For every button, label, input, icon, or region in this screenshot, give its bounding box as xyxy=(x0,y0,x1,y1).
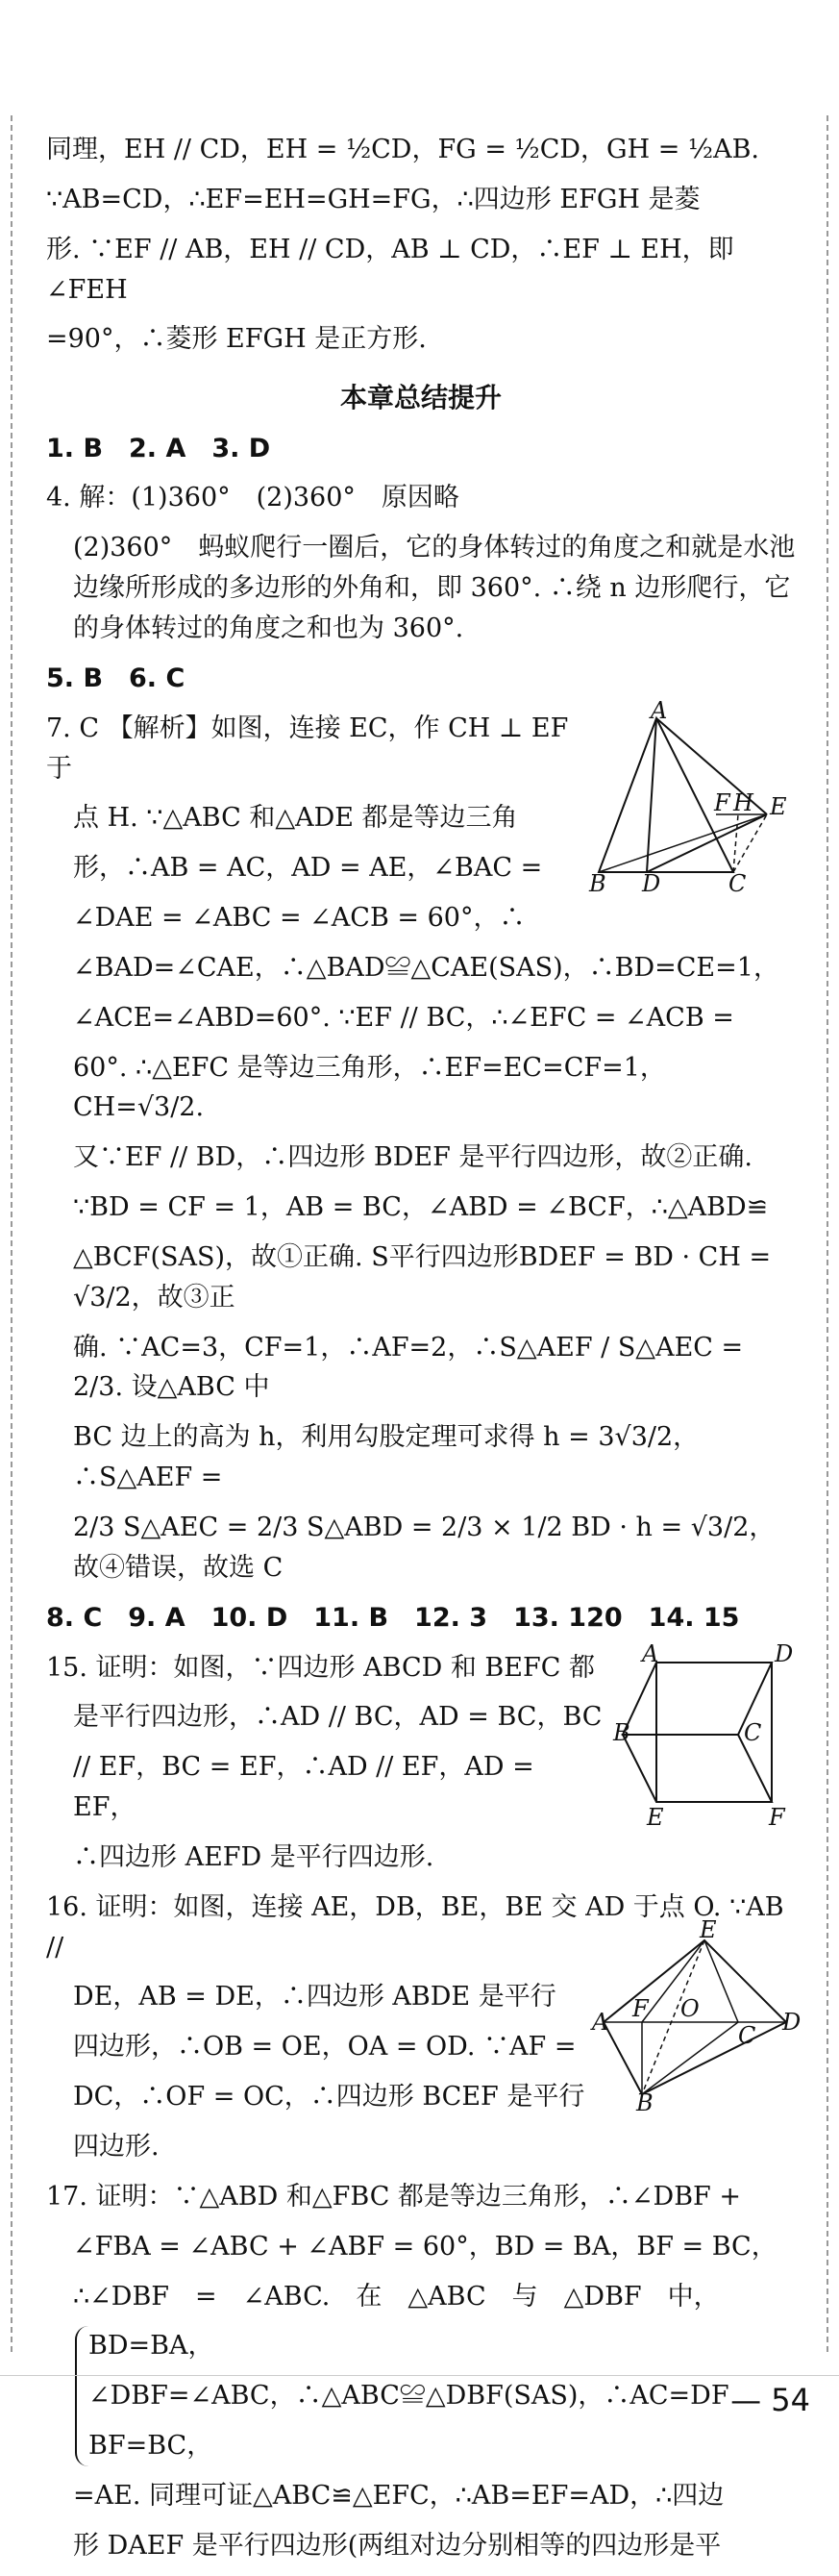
q7-line: 7. C 【解析】如图，连接 EC，作 CH ⊥ EF 于 xyxy=(46,713,569,784)
q7-line: ∵BD = CF = 1，AB = BC，∠ABD = ∠BCF，∴△ABD≌ xyxy=(73,1192,769,1223)
q7-line: 形，∴AB = AC，AD = AE，∠BAC = xyxy=(73,853,543,884)
q15-line: 是平行四边形，∴AD // BC，AD = BC，BC xyxy=(73,1702,603,1733)
fig15-label-d: D xyxy=(775,1639,794,1667)
fig15-label-a: A xyxy=(642,1639,659,1667)
q17-brace-line: BD=BA， xyxy=(88,2331,214,2362)
fig16-label-a: A xyxy=(592,2008,609,2036)
content xyxy=(46,130,802,2576)
q7-line: 60°. ∴△EFC 是等边三角形，∴EF=EC=CF=1，CH=√3/2. xyxy=(73,1052,666,1123)
q7-line: ∠DAE = ∠ABC = ∠ACB = 60°，∴ xyxy=(73,903,526,934)
q7-figure xyxy=(589,696,791,897)
page-number: — 54 xyxy=(730,2382,810,2419)
q4-body: (2)360° 蚂蚁爬行一圈后，它的身体转过的角度之和就是水池边缘所形成的多边形的外角和，即 360°. ∴绕 n 边形爬行，它的身体转过的角度之和也为 360°. xyxy=(73,533,796,643)
intro-line: 同理，EH // CD，EH = ½CD，FG = ½CD，GH = ½AB. xyxy=(46,135,759,164)
q17-line: 17. 证明：∵△ABD 和△FBC 都是等边三角形，∴∠DBF + xyxy=(46,2181,741,2212)
q17-line: ∠FBA = ∠ABC + ∠ABF = 60°，BD = BA，BF = BC， xyxy=(73,2231,777,2262)
q7-line: △BCF(SAS)，故①正确. S平行四边形BDEF = BD · CH = √3/2，故③正 xyxy=(73,1241,772,1313)
q15-line: 15. 证明：如图，∵四边形 ABCD 和 BEFC 都 xyxy=(46,1652,595,1683)
fig16-label-f: F xyxy=(632,1994,649,2022)
q17-line: 形 DAEF 是平行四边形(两组对边分别相等的四边形是平 xyxy=(73,2530,722,2561)
q4-head: 4. 解：(1)360° (2)360° 原因略 xyxy=(46,483,459,513)
q7-block xyxy=(46,696,796,938)
fig7-label-f: F xyxy=(714,788,730,816)
q17-line: =AE. 同理可证△ABC≌△EFC，∴AB=EF=AD，∴四边 xyxy=(73,2480,725,2511)
q16-line: DE，AB = DE，∴四边形 ABDE 是平行 xyxy=(73,1982,556,2013)
q7-line: 又∵EF // BD，∴四边形 BDEF 是平行四边形，故②正确. xyxy=(73,1142,753,1173)
left-dashed-margin xyxy=(11,115,12,2352)
q7-line: 确. ∵AC=3，CF=1，∴AF=2，∴S△AEF / S△AEC = 2/3. 设△ABC 中 xyxy=(73,1332,744,1403)
q17-brace-line: BF=BC， xyxy=(88,2431,213,2462)
fig16-label-e: E xyxy=(700,1915,717,1943)
q7-line: 2/3 S△AEC = 2/3 S△ABD = 2/3 × 1/2 BD · h = √3/2，故④错误，故选 C xyxy=(73,1513,776,1583)
q17-brace-system xyxy=(75,2326,761,2466)
q7-line: BC 边上的高为 h，利用勾股定理可求得 h = 3√3/2，∴S△AEF = xyxy=(73,1422,700,1493)
q17-line: ∴∠DBF = ∠ABC. 在 △ABC 与 △DBF 中， xyxy=(73,2281,720,2312)
right-dashed-margin xyxy=(827,115,828,2352)
fig15-label-c: C xyxy=(744,1718,762,1746)
q15-line: // EF，BC = EF，∴AD // EF，AD = EF， xyxy=(73,1752,534,1823)
answers-1-3: 1. B 2. A 3. D xyxy=(46,433,271,463)
intro-line: =90°，∴菱形 EFGH 是正方形. xyxy=(46,324,427,355)
q16-line: DC，∴OF = OC，∴四边形 BCEF 是平行 xyxy=(73,2082,585,2113)
intro-line: 形. ∵EF // AB，EH // CD，AB ⊥ CD，∴EF ⊥ EH，即∠FEH xyxy=(46,234,734,305)
q17-brace-line: ∠DBF=∠ABC，∴△ABC≌△DBF(SAS)，∴AC=DF xyxy=(88,2381,729,2412)
q7-line: ∠ACE=∠ABD=60°. ∵EF // BC，∴∠EFC = ∠ACB = xyxy=(73,1002,734,1033)
fig7-label-e: E xyxy=(770,792,787,820)
fig16-label-c: C xyxy=(738,2021,756,2049)
footer-divider xyxy=(0,2375,839,2376)
answers-8-14: 8. C 9. A 10. D 11. B 12. 3 13. 120 14. 15 xyxy=(46,1602,740,1633)
q15-line: ∴四边形 AEFD 是平行四边形. xyxy=(73,1841,434,1872)
q7-line: 点 H. ∵△ABC 和△ADE 都是等边三角 xyxy=(73,803,518,834)
answers-5-6: 5. B 6. C xyxy=(46,663,185,693)
fig15-label-e: E xyxy=(647,1803,664,1831)
fig7-label-c: C xyxy=(728,869,747,897)
q15-figure xyxy=(613,1639,796,1831)
fig7-label-a: A xyxy=(651,696,668,724)
q15-block xyxy=(46,1639,796,1878)
fig16-label-b: B xyxy=(636,2088,654,2116)
q7-line: ∠BAD=∠CAE，∴△BAD≌△CAE(SAS)，∴BD=CE=1， xyxy=(73,952,779,983)
fig16-label-d: D xyxy=(782,2008,802,2036)
fig7-label-d: D xyxy=(642,869,661,897)
q16-line: 四边形. xyxy=(73,2131,160,2162)
q16-block xyxy=(46,1888,802,2167)
fig16-label-o: O xyxy=(680,1994,700,2022)
q16-line: 16. 证明：如图，连接 AE，DB，BE，BE 交 AD 于点 O. ∵AB // xyxy=(46,1891,784,1963)
fig7-label-h: H xyxy=(733,788,753,816)
section-title: 本章总结提升 xyxy=(339,382,502,414)
q16-figure xyxy=(592,1915,802,2116)
q16-line: 四边形，∴OB = OE，OA = OD. ∵AF = xyxy=(73,2032,577,2063)
intro-line: ∵AB=CD，∴EF=EH=GH=FG，∴四边形 EFGH 是菱 xyxy=(46,184,701,214)
fig15-label-b: B xyxy=(613,1718,630,1746)
fig15-label-f: F xyxy=(769,1803,785,1831)
fig7-label-b: B xyxy=(589,869,606,897)
